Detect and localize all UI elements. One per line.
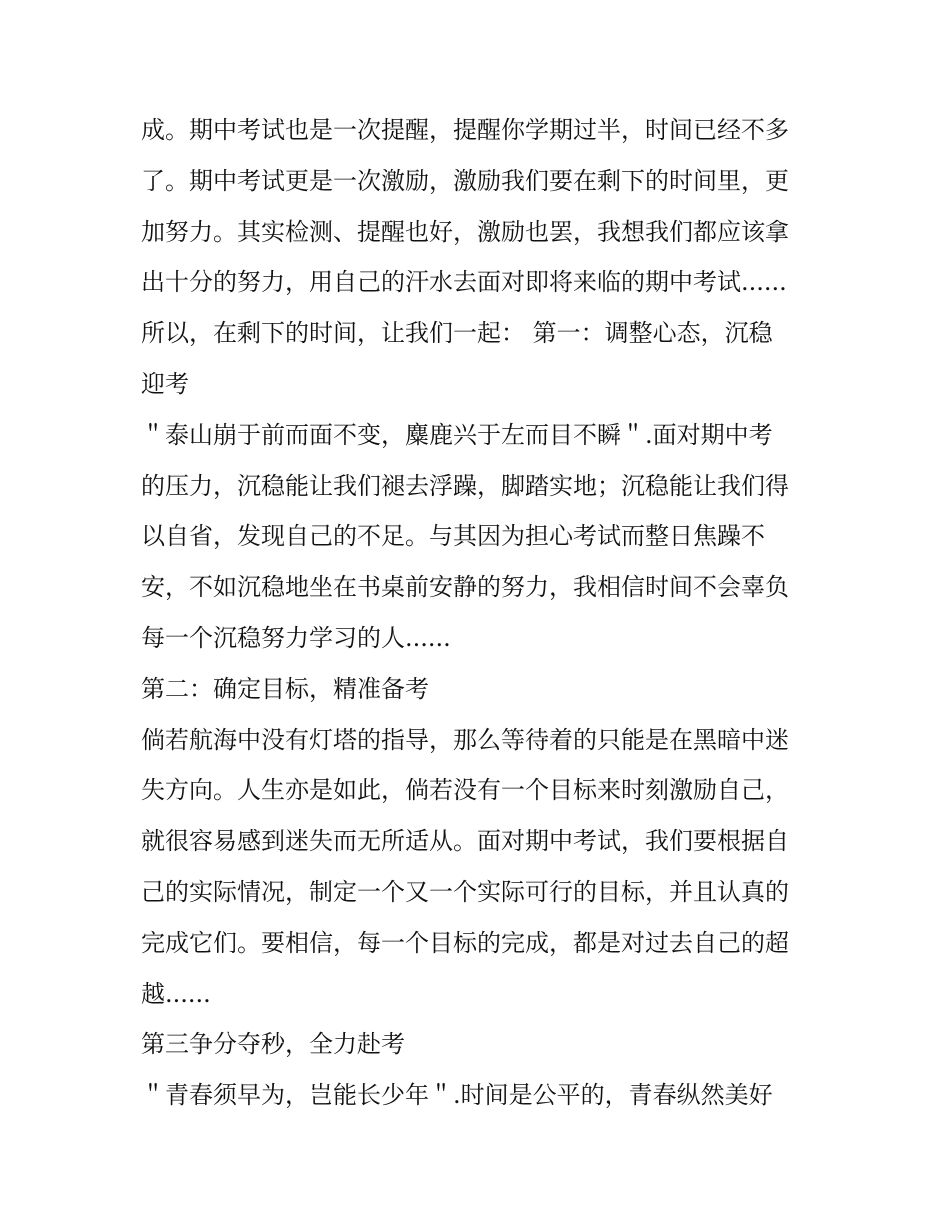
text-line: 倘若航海中没有灯塔的指导，那么等待着的只能是在黑暗中迷 — [141, 725, 789, 754]
text-line: ＂青春须早为，岂能长少年＂.时间是公平的，青春纵然美好 — [141, 1081, 773, 1110]
text-line: 失方向。人生亦是如此，倘若没有一个目标来时刻激励自己， — [141, 776, 789, 805]
text-line: 出十分的努力，用自己的汗水去面对即将来临的期中考试...... — [141, 268, 787, 297]
text-line: 完成它们。要相信，每一个目标的完成，都是对过去自己的超 — [141, 928, 789, 957]
text-line: 每一个沉稳努力学习的人...... — [141, 623, 451, 652]
text-line: 的压力，沉稳能让我们褪去浮躁，脚踏实地；沉稳能让我们得 — [141, 471, 789, 500]
text-line: 安，不如沉稳地坐在书桌前安静的努力，我相信时间不会辜负 — [141, 573, 789, 602]
text-line: 以自省，发现自己的不足。与其因为担心考试而整日焦躁不 — [141, 522, 765, 551]
document-body — [141, 105, 821, 1121]
text-line: 迎考 — [141, 369, 189, 398]
section-heading: 第二：确定目标，精准备考 — [141, 674, 429, 703]
text-line: 成。期中考试也是一次提醒，提醒你学期过半，时间已经不多 — [141, 116, 789, 144]
text-line: 越...... — [141, 979, 211, 1008]
section-heading: 第三争分夺秒，全力赴考 — [141, 1030, 405, 1059]
text-line: 就很容易感到迷失而无所适从。面对期中考试，我们要根据自 — [141, 827, 789, 856]
text-line: 所以，在剩下的时间，让我们一起： 第一：调整心态，沉稳 — [141, 319, 773, 348]
text-line: 加努力。其实检测、提醒也好，激励也罢，我想我们都应该拿 — [141, 217, 789, 246]
text-line: 了。期中考试更是一次激励，激励我们要在剩下的时间里，更 — [141, 166, 789, 195]
text-line: 己的实际情况，制定一个又一个实际可行的目标，并且认真的 — [141, 877, 789, 906]
text-line: ＂泰山崩于前而面不变，麋鹿兴于左而目不瞬＂.面对期中考 — [141, 420, 773, 449]
